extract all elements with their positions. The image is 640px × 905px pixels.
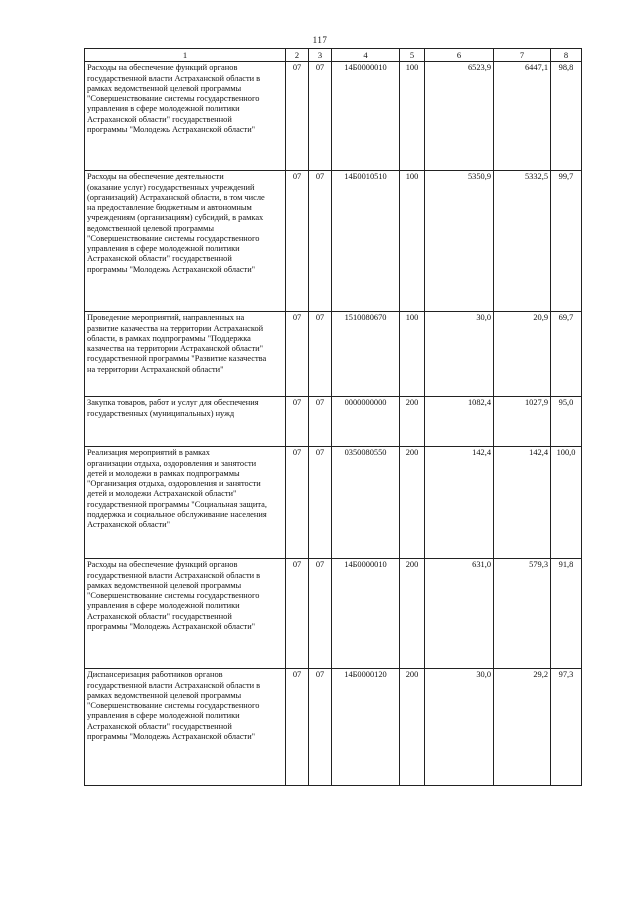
- execution-percent: 91,8: [551, 559, 582, 669]
- table-header-row: [85, 49, 582, 62]
- expense-description: Реализация мероприятий в рамках организации отдыха, оздоровления и занятости детей и молодежи в рамках подпрограммы "Организация отдыха, оздоровления и занятости детей и молодежи Астраханской области" государственной программы "Социальная защита, поддержка и социальное обслуживание населения Астраханской области": [85, 447, 286, 559]
- expense-description: Закупка товаров, работ и услуг для обеспечения государственных (муниципальных) нужд: [85, 397, 286, 447]
- target-article-code: 14Б0000010: [332, 62, 400, 171]
- execution-percent: 98,8: [551, 62, 582, 171]
- page-number: 117: [312, 35, 328, 45]
- executed-amount: 579,3: [494, 559, 551, 669]
- table-row: [85, 312, 582, 397]
- table-row: [85, 171, 582, 312]
- section-code: 07: [286, 447, 309, 559]
- table-row: [85, 62, 582, 171]
- target-article-code: 14Б0000120: [332, 669, 400, 786]
- executed-amount: 5332,5: [494, 171, 551, 312]
- section-code: 07: [286, 312, 309, 397]
- subsection-code: 07: [309, 171, 332, 312]
- column-header: 8: [551, 49, 582, 62]
- column-header: 6: [425, 49, 494, 62]
- expense-description: Расходы на обеспечение функций органов государственной власти Астраханской области в рамках ведомственной целевой программы "Совершенствование системы государственного управления в сфере молодежной политики Астраханской области" государственной программы "Молодежь Астраханской области": [85, 559, 286, 669]
- expense-type-code: 200: [400, 559, 425, 669]
- section-code: 07: [286, 62, 309, 171]
- subsection-code: 07: [309, 312, 332, 397]
- execution-percent: 99,7: [551, 171, 582, 312]
- planned-amount: 142,4: [425, 447, 494, 559]
- section-code: 07: [286, 397, 309, 447]
- section-code: 07: [286, 559, 309, 669]
- expense-type-code: 100: [400, 312, 425, 397]
- target-article-code: 14Б0000010: [332, 559, 400, 669]
- execution-percent: 97,3: [551, 669, 582, 786]
- executed-amount: 1027,9: [494, 397, 551, 447]
- expense-type-code: 100: [400, 62, 425, 171]
- subsection-code: 07: [309, 447, 332, 559]
- column-header: 5: [400, 49, 425, 62]
- table-row: [85, 559, 582, 669]
- executed-amount: 6447,1: [494, 62, 551, 171]
- expense-type-code: 200: [400, 447, 425, 559]
- subsection-code: 07: [309, 397, 332, 447]
- expense-description: Расходы на обеспечение деятельности (оказание услуг) государственных учреждений (организаций) Астраханской области, в том числе на предоставление бюджетным и автономным учреждениям (организациям) субсидий, в рамках ведомственной целевой программы "Совершенствование системы государственного управления в сфере молодежной политики Астраханской области" государственной программы "Молодежь Астраханской области": [85, 171, 286, 312]
- expense-description: Расходы на обеспечение функций органов государственной власти Астраханской области в рамках ведомственной целевой программы "Совершенствование системы государственного управления в сфере молодежной политики Астраханской области" государственной программы "Молодежь Астраханской области": [85, 62, 286, 171]
- target-article-code: 0350080550: [332, 447, 400, 559]
- column-header: 1: [85, 49, 286, 62]
- expense-type-code: 200: [400, 397, 425, 447]
- column-header: 3: [309, 49, 332, 62]
- target-article-code: 14Б0010510: [332, 171, 400, 312]
- planned-amount: 1082,4: [425, 397, 494, 447]
- section-code: 07: [286, 669, 309, 786]
- table-row: [85, 669, 582, 786]
- column-header: 2: [286, 49, 309, 62]
- executed-amount: 29,2: [494, 669, 551, 786]
- expense-type-code: 200: [400, 669, 425, 786]
- column-header: 4: [332, 49, 400, 62]
- planned-amount: 5350,9: [425, 171, 494, 312]
- subsection-code: 07: [309, 559, 332, 669]
- subsection-code: 07: [309, 62, 332, 171]
- expense-description: Диспансеризация работников органов государственной власти Астраханской области в рамках ведомственной целевой программы "Совершенствование системы государственного управления в сфере молодежной политики Астраханской области" государственной программы "Молодежь Астраханской области": [85, 669, 286, 786]
- executed-amount: 142,4: [494, 447, 551, 559]
- column-header: 7: [494, 49, 551, 62]
- execution-percent: 100,0: [551, 447, 582, 559]
- subsection-code: 07: [309, 669, 332, 786]
- planned-amount: 631,0: [425, 559, 494, 669]
- execution-percent: 95,0: [551, 397, 582, 447]
- section-code: 07: [286, 171, 309, 312]
- target-article-code: 1510080670: [332, 312, 400, 397]
- expense-description: Проведение мероприятий, направленных на развитие казачества на территории Астраханской области, в рамках подпрограммы "Поддержка казачества на территории Астраханской области" государственной программы "Развитие казачества на территории Астраханской области": [85, 312, 286, 397]
- expense-type-code: 100: [400, 171, 425, 312]
- execution-percent: 69,7: [551, 312, 582, 397]
- target-article-code: 0000000000: [332, 397, 400, 447]
- planned-amount: 6523,9: [425, 62, 494, 171]
- planned-amount: 30,0: [425, 312, 494, 397]
- table-row: [85, 447, 582, 559]
- planned-amount: 30,0: [425, 669, 494, 786]
- table-row: [85, 397, 582, 447]
- executed-amount: 20,9: [494, 312, 551, 397]
- budget-table: [84, 48, 582, 786]
